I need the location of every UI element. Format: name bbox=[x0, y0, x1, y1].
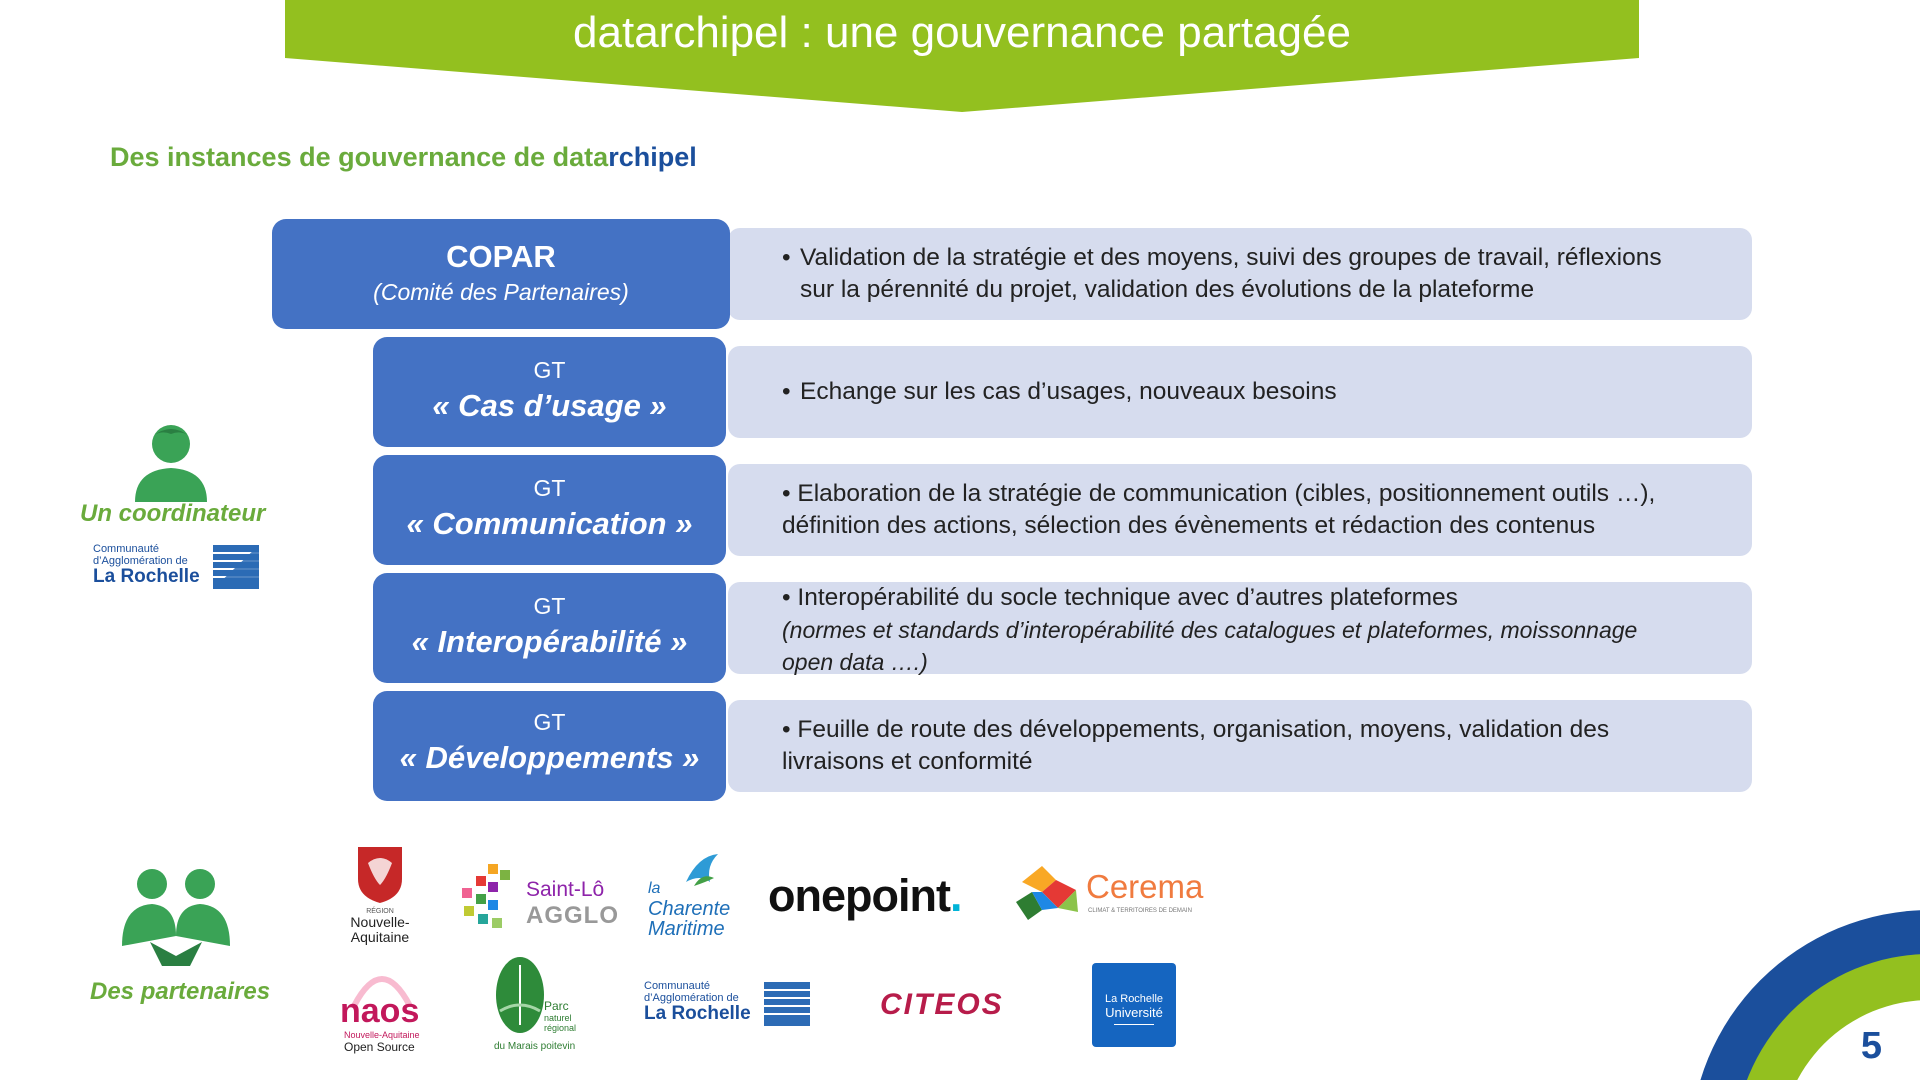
gt-communication-prefix: GT bbox=[533, 475, 566, 501]
gt-cas-usage-line1: Echange sur les cas d’usages, nouveaux besoins bbox=[800, 378, 1337, 405]
univ-line2: Université bbox=[1105, 1005, 1163, 1020]
larochelle-line3: La Rochelle bbox=[644, 1003, 751, 1024]
coord-logo-line1: Communauté bbox=[93, 543, 160, 555]
coordinator-label: Un coordinateur bbox=[80, 500, 266, 527]
saint-lo-agglo-logo bbox=[458, 862, 619, 938]
gt-interop-prefix: GT bbox=[533, 593, 566, 619]
page-title: datarchipel : une gouvernance partagée bbox=[573, 8, 1351, 57]
charente-maritime-logo bbox=[644, 852, 734, 942]
larochelle-line1: Communauté bbox=[644, 980, 711, 992]
parc-leaf-icon bbox=[492, 955, 548, 1035]
copar-box bbox=[272, 219, 730, 329]
coord-logo-line2: d’Agglomération de bbox=[93, 555, 188, 567]
gt-communication-line1: Elaboration de la stratégie de communication (cibles, positionnement outils …), bbox=[797, 480, 1656, 507]
gt-cas-usage-name: « Cas d’usage » bbox=[432, 388, 667, 423]
onepoint-text: onepoint bbox=[768, 870, 950, 921]
naos-name: naos bbox=[340, 992, 420, 1030]
la-rochelle-emblem-icon bbox=[764, 982, 810, 1026]
parc-line3: régional bbox=[544, 1023, 577, 1033]
gt-developpements-box bbox=[373, 691, 726, 801]
charente-line3: Maritime bbox=[648, 918, 725, 940]
cerema-logo bbox=[1012, 862, 1212, 922]
gt-interop-name: « Interopérabilité » bbox=[411, 624, 688, 659]
gt-dev-prefix: GT bbox=[533, 709, 566, 735]
saint-lo-line2: AGGLO bbox=[526, 902, 619, 929]
gt-cas-usage-description: • Echange sur les cas d’usages, nouveaux besoins bbox=[728, 346, 1752, 438]
univ-line1: La Rochelle bbox=[1104, 993, 1164, 1005]
partners-label: Des partenaires bbox=[90, 978, 271, 1005]
gt-communication-name: « Communication » bbox=[406, 506, 693, 541]
naos-line2: Open Source bbox=[344, 1040, 415, 1054]
charente-line1: la bbox=[648, 880, 661, 897]
saint-lo-mosaic-icon bbox=[458, 862, 520, 934]
gt-communication-line2: définition des actions, sélection des évènements et rédaction des contenus bbox=[782, 512, 1596, 539]
copar-name: COPAR bbox=[446, 239, 556, 274]
onepoint-logo: onepoint. bbox=[768, 870, 962, 921]
parc-marais-poitevin-logo bbox=[492, 955, 582, 1055]
gt-interop-line2: (normes et standards d’interopérabilité des catalogues et plateformes, moissonnage bbox=[782, 617, 1638, 643]
gt-developpements-description: • Feuille de route des développements, organisation, moyens, validation des livraisons et conformité bbox=[728, 700, 1752, 792]
larochelle-line2: d’Agglomération de bbox=[644, 992, 739, 1004]
naos-line1: Nouvelle-Aquitaine bbox=[344, 1030, 420, 1040]
region-line2: Nouvelle- bbox=[350, 914, 410, 930]
bird-icon bbox=[684, 852, 720, 892]
copar-description: • Validation de la stratégie et des moyens, suivi des groupes de travail, réflexions sur la pérennité du projet, validation des évolutions de la plateforme bbox=[728, 228, 1752, 320]
gt-communication-box bbox=[373, 455, 726, 565]
naos-logo bbox=[336, 962, 436, 1052]
gt-interop-line1: Interopérabilité du socle technique avec d’autres plateformes bbox=[797, 584, 1458, 611]
gt-interoperabilite-box bbox=[373, 573, 726, 683]
gt-dev-line1: Feuille de route des développements, organisation, moyens, validation des bbox=[797, 716, 1610, 743]
copar-subtitle: (Comité des Partenaires) bbox=[373, 279, 629, 305]
charente-line2: Charente bbox=[648, 898, 731, 920]
cerema-map-icon bbox=[1012, 862, 1082, 922]
la-rochelle-universite-logo bbox=[1092, 963, 1176, 1047]
univ-underline bbox=[1114, 1024, 1154, 1025]
la-rochelle-agglo-logo bbox=[644, 980, 814, 1030]
handshake-people-icon bbox=[120, 866, 232, 976]
region-line3: Aquitaine bbox=[350, 929, 410, 945]
section-title-blue: rchipel bbox=[608, 142, 697, 172]
region-shield-icon bbox=[356, 845, 404, 903]
gt-cas-usage-prefix: GT bbox=[533, 357, 566, 383]
cerema-tagline: CLIMAT & TERRITOIRES DE DEMAIN bbox=[1088, 908, 1192, 914]
cerema-name: Cerema bbox=[1086, 868, 1204, 905]
copar-desc-line2: sur la pérennité du projet, validation des évolutions de la plateforme bbox=[800, 276, 1535, 303]
gt-communication-description: • Elaboration de la stratégie de communication (cibles, positionnement outils …), définition des actions, sélection des évènements et rédaction des contenus bbox=[728, 464, 1752, 556]
section-title bbox=[110, 142, 697, 173]
parc-line1: Parc bbox=[544, 999, 569, 1013]
copar-desc-line1: Validation de la stratégie et des moyens, suivi des groupes de travail, réflexions bbox=[800, 244, 1662, 271]
page-number: 5 bbox=[1860, 1025, 1882, 1067]
la-rochelle-logo-small bbox=[93, 543, 263, 591]
gt-interop-line3: open data ….) bbox=[782, 649, 928, 675]
person-icon bbox=[133, 422, 209, 502]
citeos-logo: CITEOS bbox=[880, 988, 1004, 1021]
region-line1: RÉGION bbox=[366, 908, 394, 915]
saint-lo-line1: Saint-Lô bbox=[526, 878, 605, 901]
la-rochelle-emblem-icon bbox=[213, 545, 259, 589]
coord-logo-line3: La Rochelle bbox=[93, 566, 200, 587]
section-title-green: Des instances de gouvernance de data bbox=[110, 142, 609, 172]
parc-line2: naturel bbox=[544, 1013, 572, 1023]
parc-line4: du Marais poitevin bbox=[494, 1041, 576, 1052]
gt-dev-line2: livraisons et conformité bbox=[782, 748, 1033, 775]
region-nouvelle-aquitaine-logo bbox=[340, 845, 420, 945]
gt-cas-usage-box bbox=[373, 337, 726, 447]
gt-interoperabilite-description: • Interopérabilité du socle technique avec d’autres plateformes (normes et standards d’interopérabilité des catalogues et plateformes, moissonnage open data ….) bbox=[728, 582, 1752, 674]
gt-dev-name: « Développements » bbox=[399, 740, 700, 775]
